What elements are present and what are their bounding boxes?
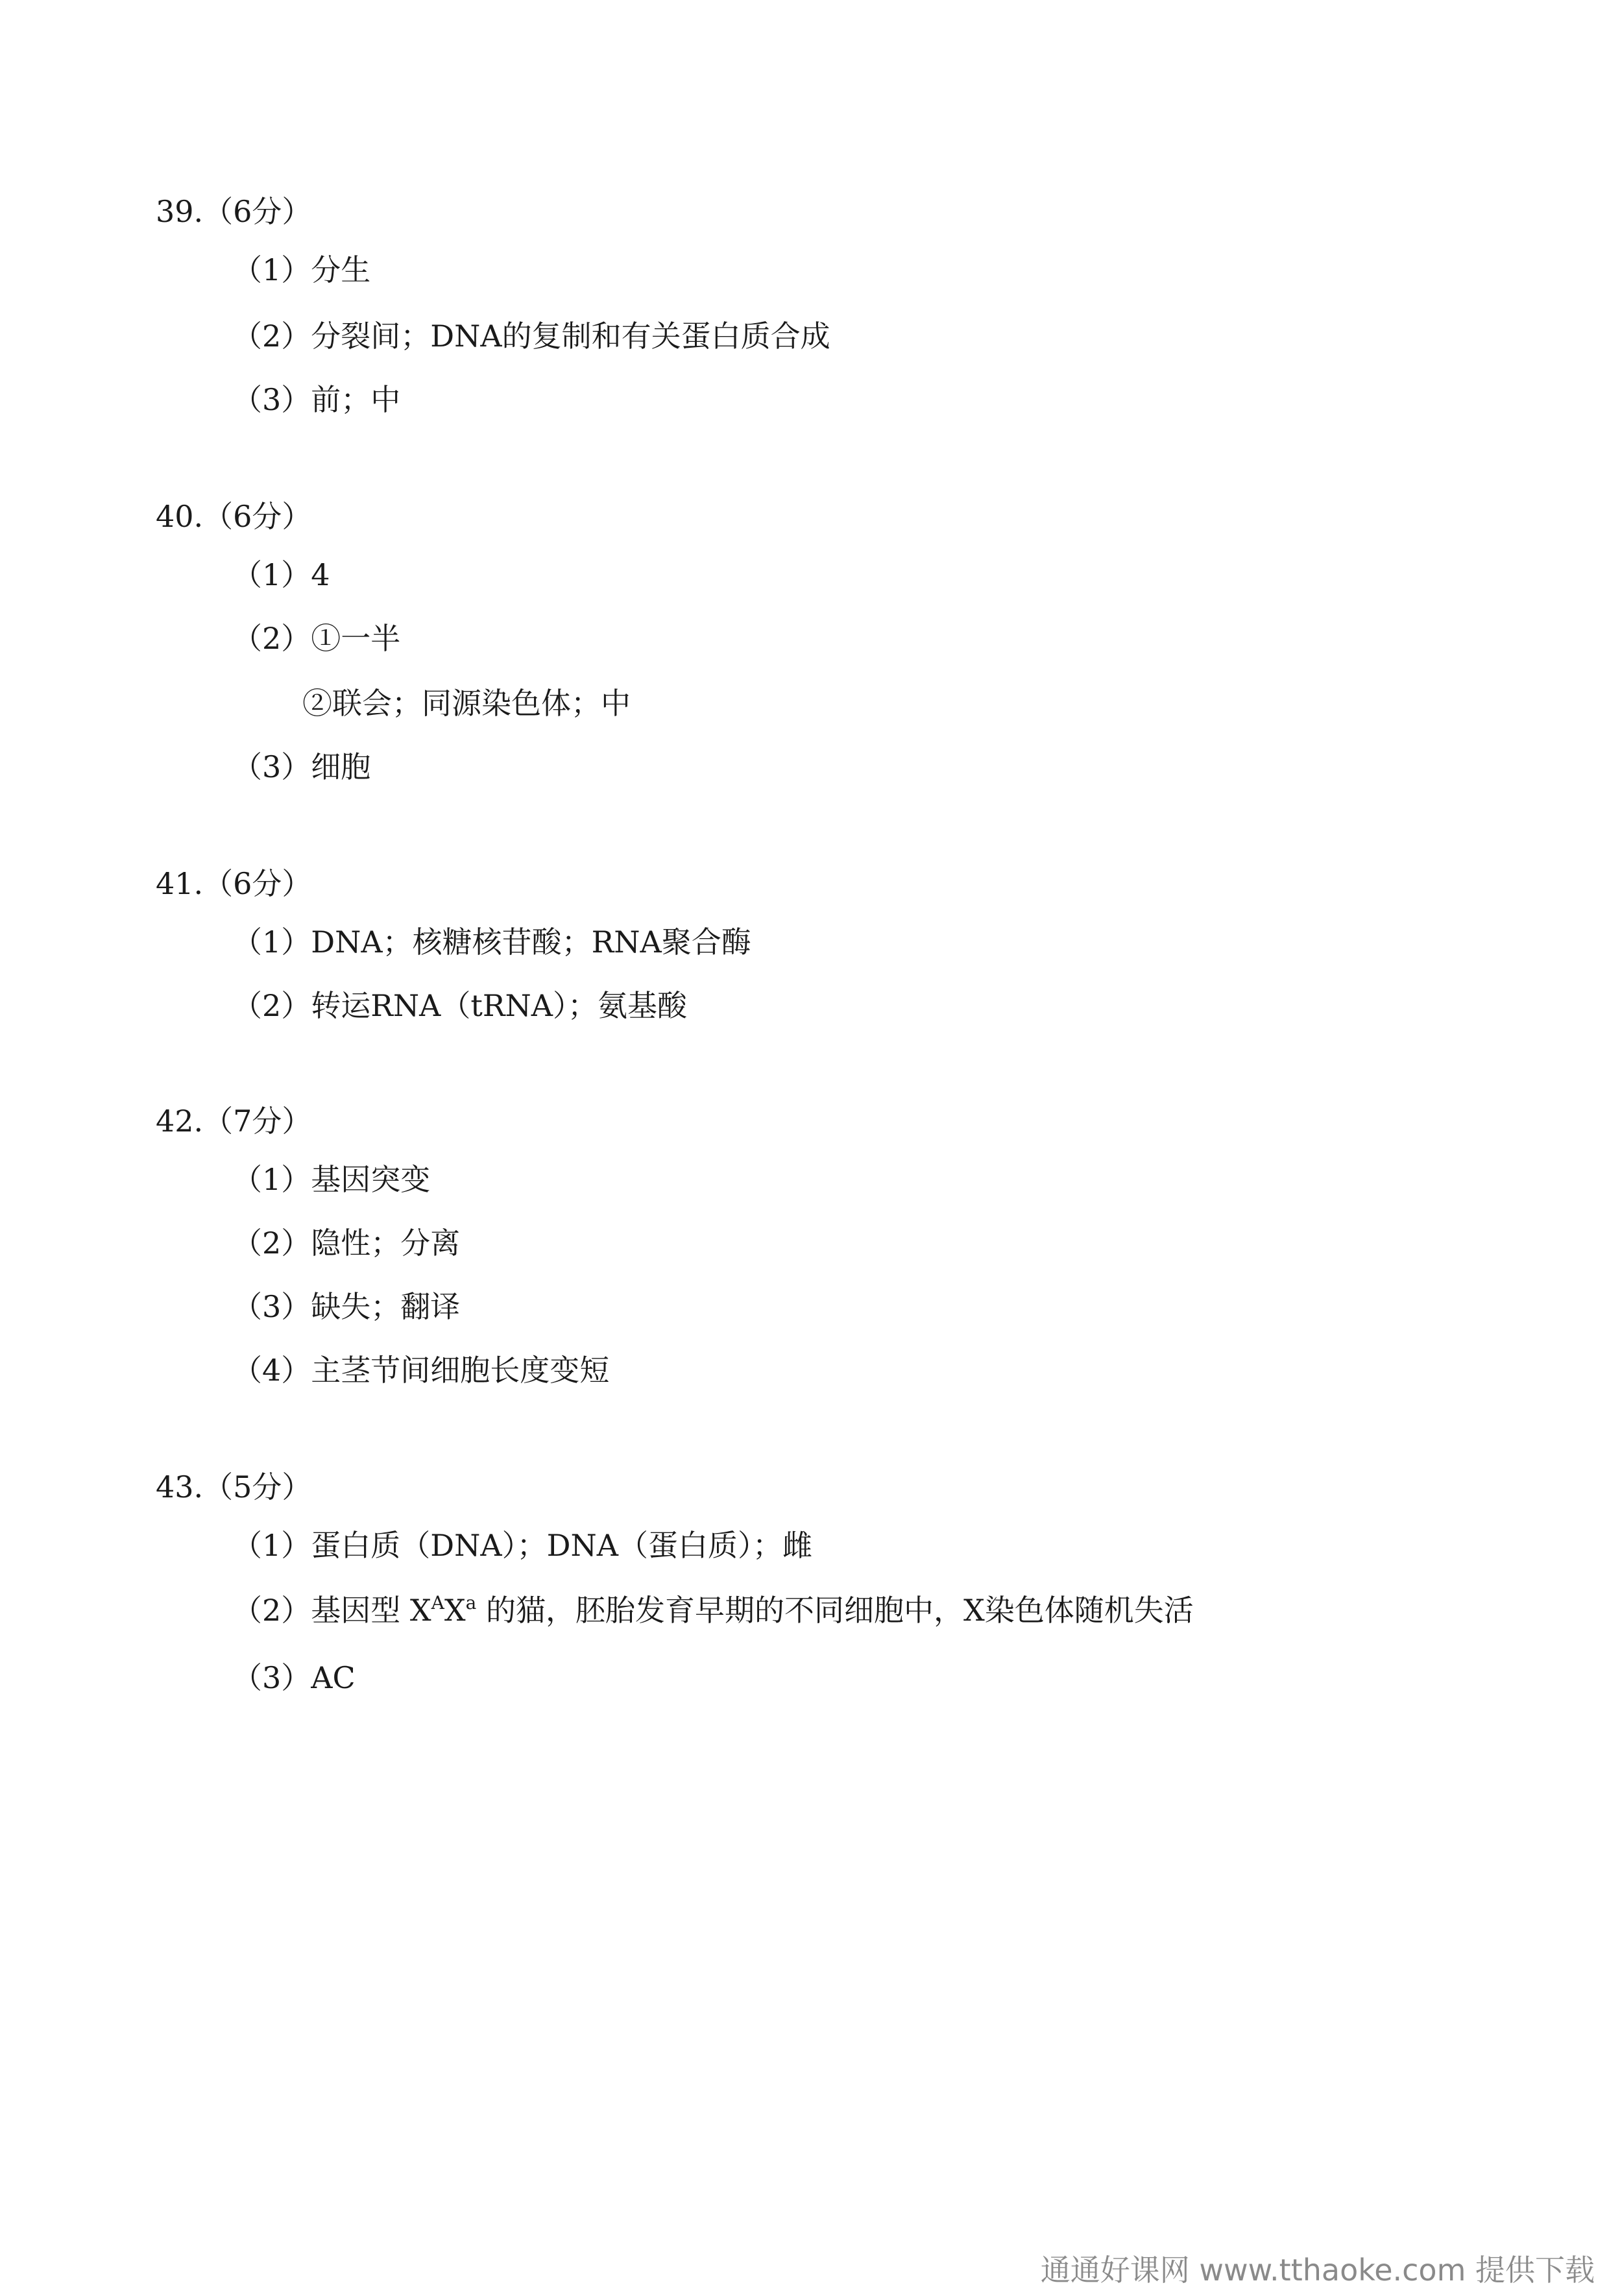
q39-header: 39.（6分） xyxy=(156,194,312,229)
q41-answer-2: （2）转运RNA（tRNA）；氨基酸 xyxy=(232,988,687,1023)
q42-answer-3: （3）缺失；翻译 xyxy=(232,1289,461,1324)
q43-answer-2-sup-a: A xyxy=(431,1592,444,1613)
q40-header: 40.（6分） xyxy=(156,499,312,534)
q43-answer-2-suffix: 的猫，胚胎发育早期的不同细胞中，X染色体随机失活 xyxy=(476,1593,1194,1628)
q43-header: 43.（5分） xyxy=(156,1469,312,1504)
q40-answer-2b: ②联会；同源染色体；中 xyxy=(302,686,631,721)
q42-answer-2: （2）隐性；分离 xyxy=(232,1226,461,1261)
q40-answer-3: （3）细胞 xyxy=(232,749,371,784)
q40-answer-2: （2）①一半 xyxy=(232,621,401,656)
q43-answer-1: （1）蛋白质（DNA）；DNA（蛋白质）；雌 xyxy=(232,1528,812,1563)
q41-header: 41.（6分） xyxy=(156,866,312,901)
q43-answer-2 xyxy=(232,1591,1194,1630)
q39-answer-2: （2）分裂间；DNA的复制和有关蛋白质合成 xyxy=(232,319,830,354)
q43-answer-2-mid: X xyxy=(444,1593,466,1628)
q42-answer-4: （4）主茎节间细胞长度变短 xyxy=(232,1353,610,1388)
q39-answer-3: （3）前；中 xyxy=(232,382,401,417)
q42-header: 42.（7分） xyxy=(156,1104,312,1139)
q42-answer-1: （1）基因突变 xyxy=(232,1162,431,1197)
q39-answer-1: （1）分生 xyxy=(232,252,371,287)
q43-answer-2-prefix: （2）基因型 X xyxy=(232,1593,431,1628)
footer-watermark: 通通好课网 www.tthaoke.com 提供下载 xyxy=(1040,2253,1595,2288)
q43-answer-2-sup-b: a xyxy=(465,1592,477,1613)
q40-answer-1: （1）4 xyxy=(232,557,330,592)
q41-answer-1: （1）DNA；核糖核苷酸；RNA聚合酶 xyxy=(232,924,751,960)
q43-answer-3: （3）AC xyxy=(232,1660,356,1695)
